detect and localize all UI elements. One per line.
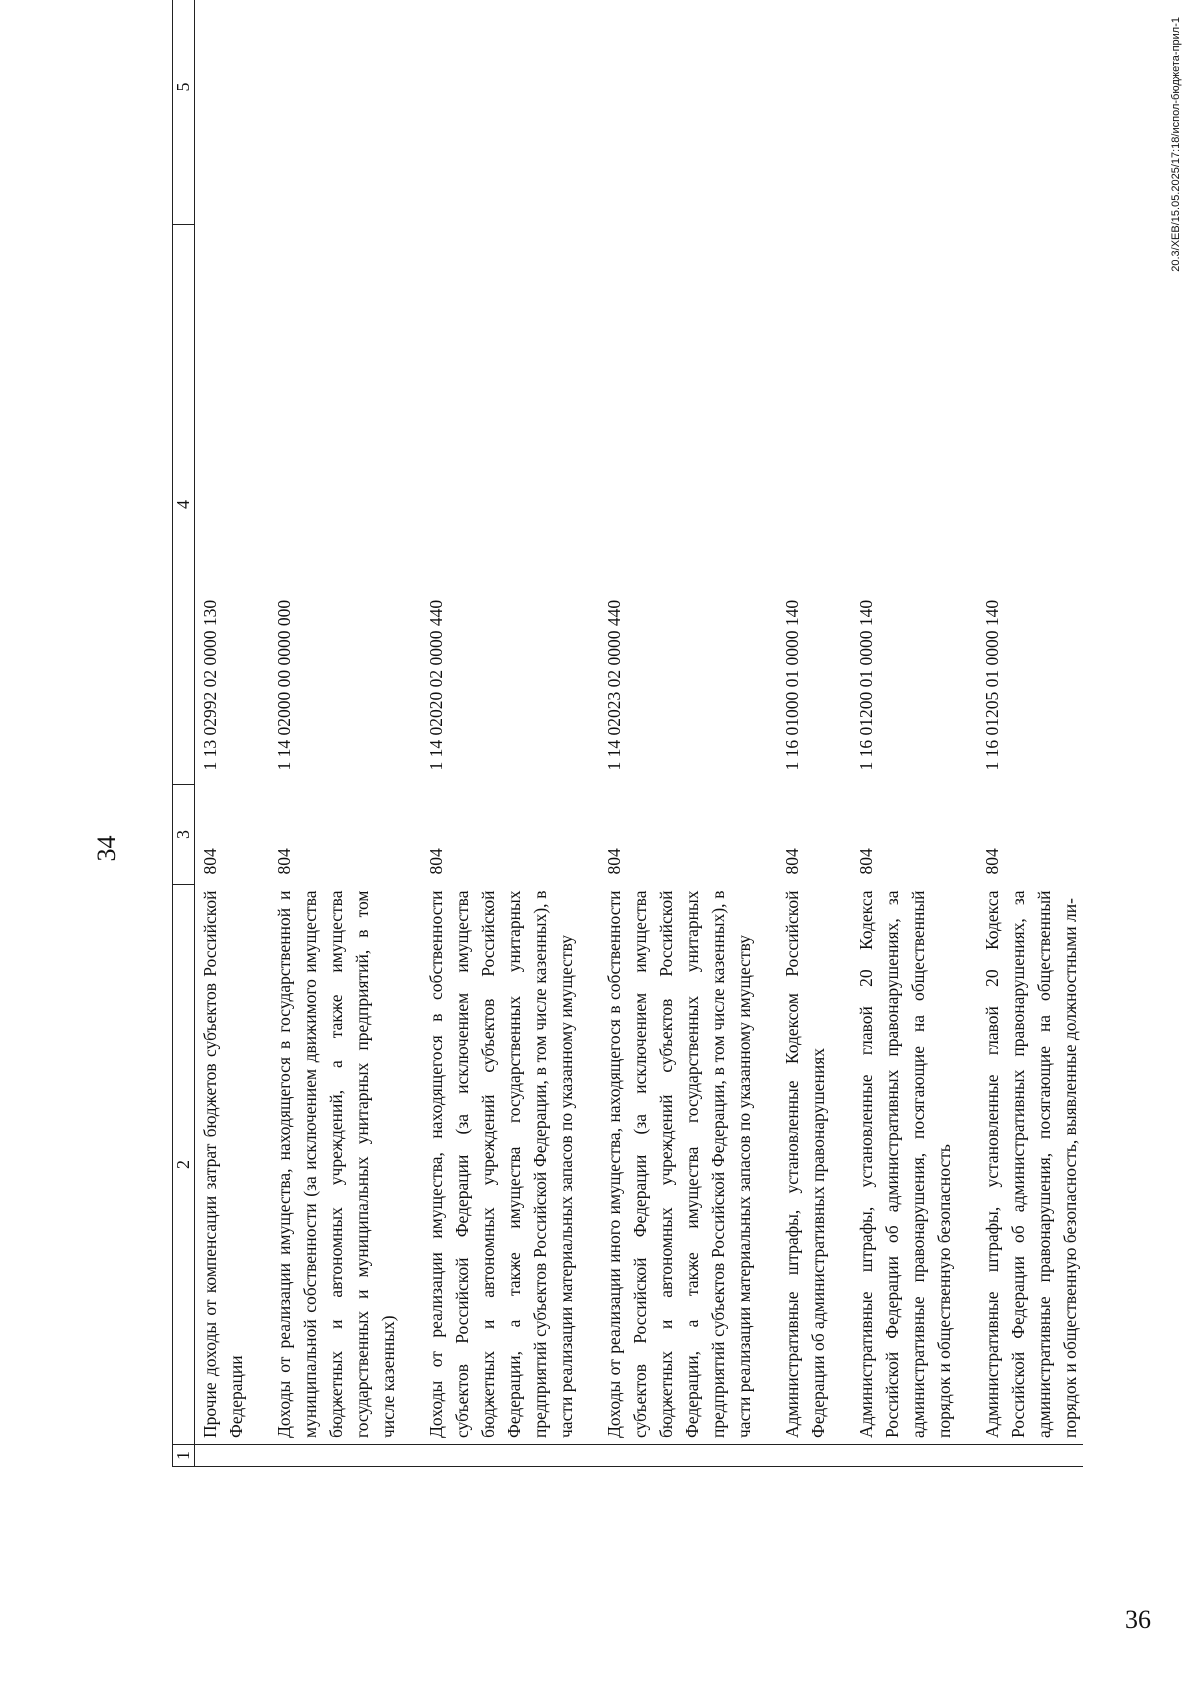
table-row xyxy=(599,0,777,1467)
table-row xyxy=(851,0,977,1467)
page-number: 34 xyxy=(92,835,121,862)
income-name: Административные штрафы, установленные главой 20 Кодекса Российской Федерации об административных правонарушениях, за административные правонарушения, посягающие на общественный порядок и общественную безопасность, выявленные должностными ли- xyxy=(982,890,1080,1438)
row-index-cell xyxy=(421,1445,599,1467)
admin-code: 804 xyxy=(782,848,802,875)
income-name: Доходы от реализации иного имущества, находящегося в собственности субъектов Российской Федерации (за исключением имущества бюджетных и автономных учреждений субъектов Российской Федерации, а также имущества государственных унитарных предприятий субъектов Российской Федерации, в том числе казенных), в части реализации материальных запасов по указанному имуществу xyxy=(604,890,754,1438)
amount xyxy=(851,0,977,225)
header-col-1: 1 xyxy=(173,1445,195,1467)
admin-code: 804 xyxy=(200,848,220,875)
admin-code: 804 xyxy=(856,848,876,875)
income-name: Административные штрафы, установленные главой 20 Кодекса Российской Федерации об административных правонарушениях, за административные правонарушения, посягающие на общественный порядок и общественную безопасность xyxy=(856,890,954,1438)
row-index-cell xyxy=(599,1445,777,1467)
budget-classification-code: 1 16 01200 01 0000 140 xyxy=(856,599,876,771)
budget-classification-code: 1 14 02000 00 0000 000 xyxy=(274,599,294,771)
admin-code: 804 xyxy=(426,848,446,875)
admin-code: 804 xyxy=(274,848,294,875)
admin-code: 804 xyxy=(982,848,1002,875)
budget-classification-code: 1 13 02992 02 0000 130 xyxy=(200,599,220,771)
income-name: Административные штрафы, установленные Кодексом Российской Федерации об административных правонарушениях xyxy=(782,890,828,1438)
header-col-3: 3 xyxy=(173,785,195,885)
income-name: Доходы от реализации имущества, находящегося в государственной и муниципальной собственности (за исключением движимого имущества бюджетных и автономных учреждений, а также имущества государственных и муниципальных унитарных предприятий, в том числе казенных) xyxy=(274,890,398,1438)
amount xyxy=(269,0,421,225)
header-col-4: 4 xyxy=(173,225,195,785)
row-index-cell xyxy=(977,1445,1083,1467)
amount xyxy=(421,0,599,225)
header-col-5: 5 xyxy=(173,0,195,225)
budget-classification-code: 1 16 01000 01 0000 140 xyxy=(782,599,802,771)
row-index-cell xyxy=(195,1445,270,1467)
document-footer-note: 20.3/XEB/15.05.2025/17:18/испол-бюджета-прил-1 xyxy=(1170,17,1182,272)
row-index-cell xyxy=(777,1445,851,1467)
budget-classification-code: 1 14 02023 02 0000 440 xyxy=(604,599,624,771)
admin-code: 804 xyxy=(604,848,624,875)
amount xyxy=(977,0,1083,225)
row-index-cell xyxy=(851,1445,977,1467)
row-index-cell xyxy=(269,1445,421,1467)
budget-classification-code: 1 16 01205 01 0000 140 xyxy=(982,599,1002,771)
amount xyxy=(599,0,777,225)
side-page-number: 36 xyxy=(1125,1605,1151,1634)
table-row xyxy=(977,0,1083,1467)
table-row xyxy=(421,0,599,1467)
amount xyxy=(195,0,270,225)
amount xyxy=(777,0,851,225)
income-name: Доходы от реализации имущества, находящегося в собственности субъектов Российской Федерации (за исключением имущества бюджетных и автономных учреждений субъектов Российской Федерации, а также имущества государственных унитарных предприятий субъектов Российской Федерации, в том числе казенных), в части реализации материальных запасов по указанному имуществу xyxy=(426,890,576,1438)
budget-classification-code: 1 14 02020 02 0000 440 xyxy=(426,599,446,771)
table-header-row xyxy=(173,0,195,1467)
income-table xyxy=(172,0,1083,1467)
table-row xyxy=(269,0,421,1467)
income-name: Прочие доходы от компенсации затрат бюджетов субъектов Российской Федерации xyxy=(200,890,246,1438)
table-row xyxy=(195,0,270,1467)
header-col-2: 2 xyxy=(173,885,195,1445)
table-row xyxy=(777,0,851,1467)
